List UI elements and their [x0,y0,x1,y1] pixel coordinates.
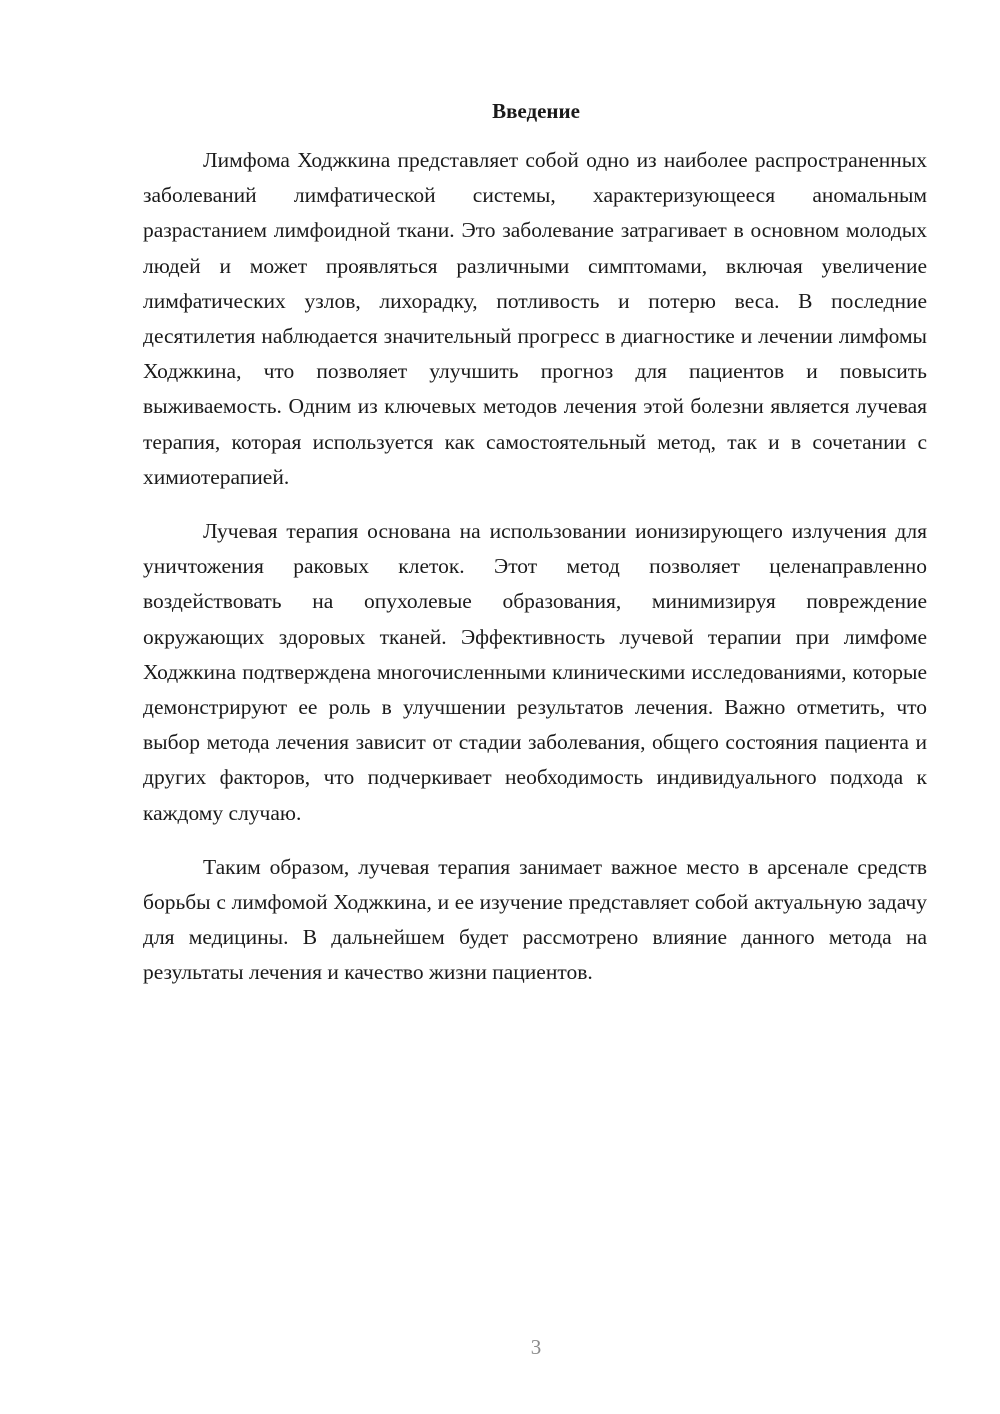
page-number: 3 [530,1335,542,1359]
section-title: Введение [492,99,580,123]
paragraph-3: Таким образом, лучевая терапия занимает важное место в арсенале средств борьбы с лимфомой Ходжкина, и ее изучение представляет собой актуальную задачу для медицины. В дальнейшем будет рассмотрено влияние данного метода на результаты лечения и качество жизни пациентов. [143,854,927,985]
paragraph-2: Лучевая терапия основана на использовании ионизирующего излучения для уничтожения раковых клеток. Этот метод позволяет целенаправленно воздействовать на опухолевые образования, минимизируя повреждение окружающих здоровых тканей. Эффективность лучевой терапии при лимфоме Ходжкина подтверждена многочисленными клиническими исследованиями, которые демонстрируют ее роль в улучшении результатов лечения. Важно отметить, что выбор метода лечения зависит от стадии заболевания, общего состояния пациента и других факторов, что подчеркивает необходимость индивидуального подхода к каждому случаю. [143,519,927,825]
body-text [143,143,927,1010]
paragraph-1: Лимфома Ходжкина представляет собой одно из наиболее распространенных заболеваний лимфатической системы, характеризующееся аномальным разрастанием лимфоидной ткани. Это заболевание затрагивает в основном молодых людей и может проявляться различными симптомами, включая увеличение лимфатических узлов, лихорадку, потливость и потерю веса. В последние десятилетия наблюдается значительный прогресс в диагностике и лечении лимфомы Ходжкина, что позволяет улучшить прогноз для пациентов и повысить выживаемость. Одним из ключевых методов лечения этой болезни является лучевая терапия, которая используется как самостоятельный метод, так и в сочетании с химиотерапией. [143,148,927,489]
